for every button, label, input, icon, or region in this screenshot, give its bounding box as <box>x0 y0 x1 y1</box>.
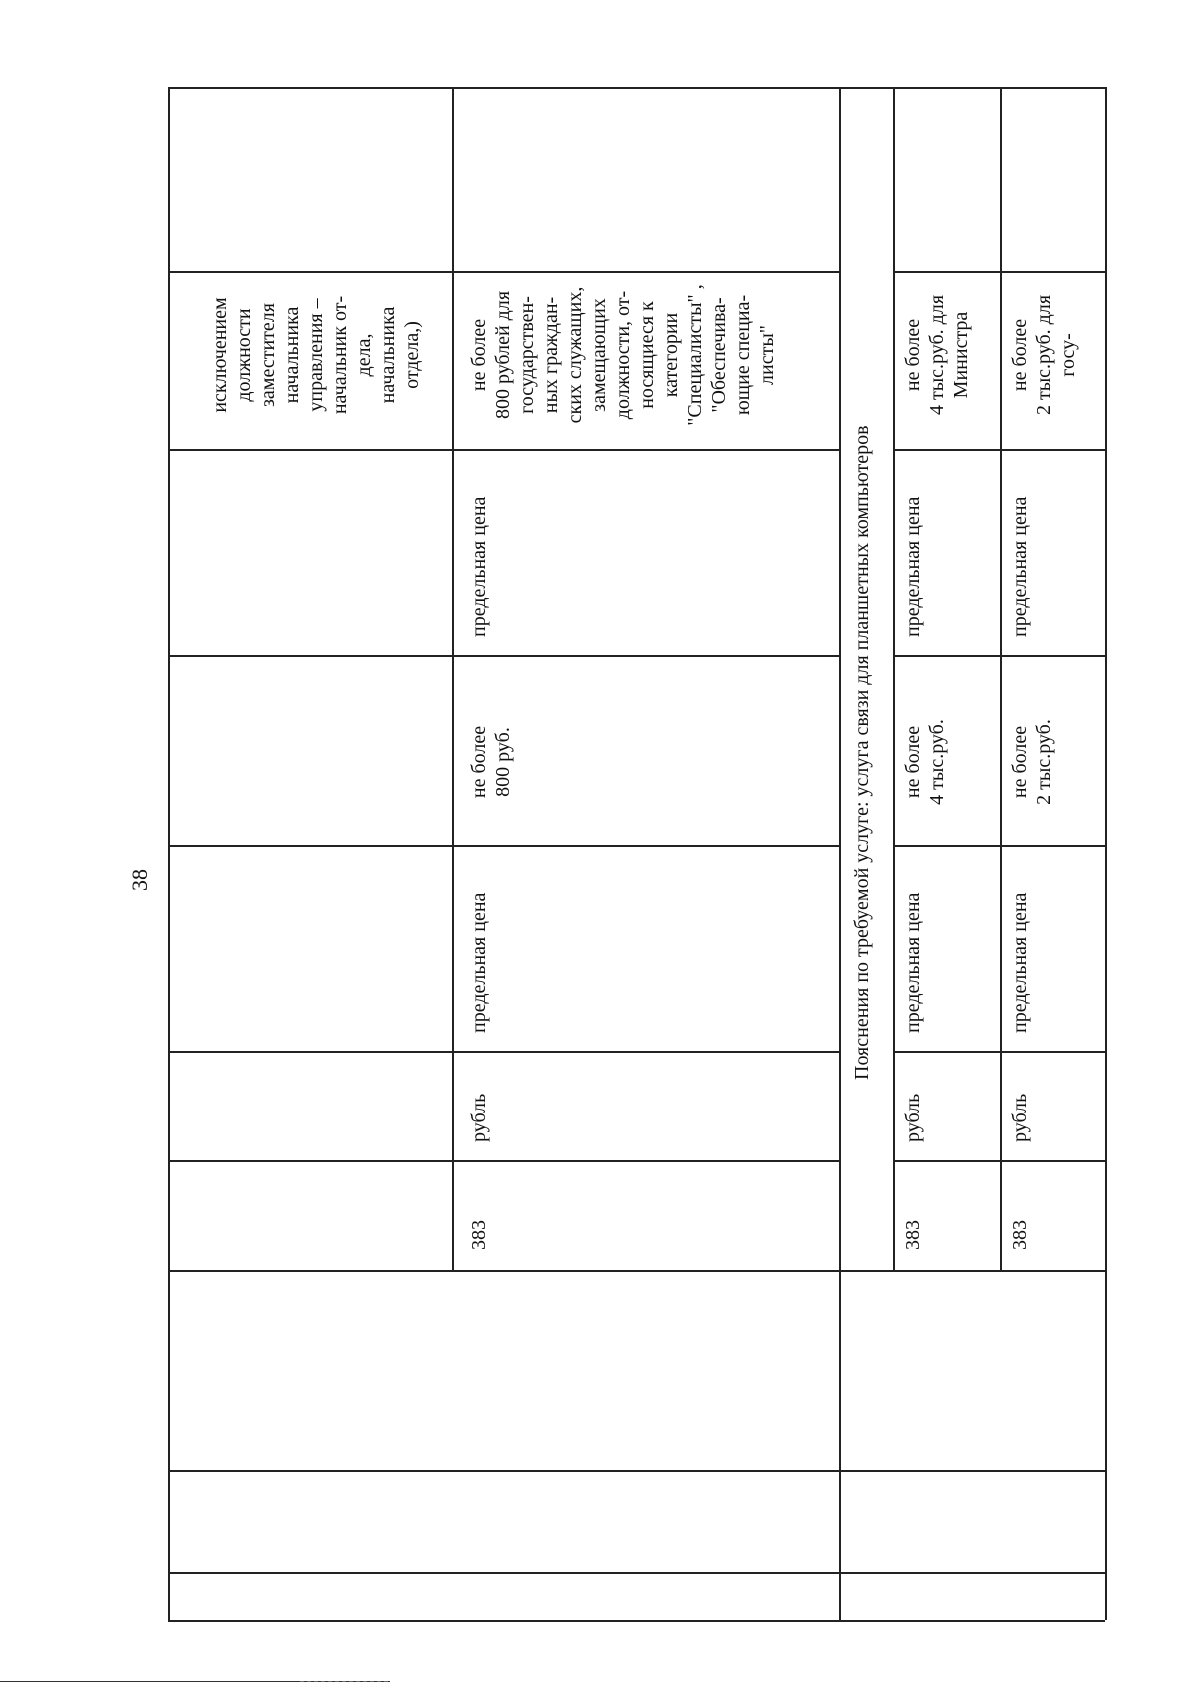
table-line <box>893 655 1105 657</box>
row-c-char-value-2: не более 2 тыс.руб. для госу- <box>1009 294 1079 416</box>
table-line <box>893 449 1105 451</box>
table-line <box>1000 87 1002 1270</box>
table-line <box>893 87 895 1270</box>
table-border-bottom <box>168 1620 1105 1622</box>
table-line <box>168 1160 839 1162</box>
row-c-char-name-2: предельная цена <box>1009 496 1031 637</box>
table-line <box>893 1051 1105 1053</box>
table-line <box>839 87 841 1620</box>
table-line <box>168 1051 839 1053</box>
table-line <box>893 845 1105 847</box>
table-border-right <box>1105 87 1107 1620</box>
row-a-code: 383 <box>468 1220 490 1250</box>
row-b-unit: рубль <box>902 1093 924 1142</box>
row-c-unit: рубль <box>1009 1093 1031 1142</box>
table-line <box>168 449 839 451</box>
table-line <box>168 1270 1105 1272</box>
row-a-char-name: предельная цена <box>468 892 490 1033</box>
row-a-char-value-2: не более 800 рублей для государствен- ных граждан- ских служащих, замещающих должности, от- носящиеся к категории "Специалисты" , "Обеспечива- ющие специа- листы" <box>468 284 778 426</box>
row-b-char-name-2: предельная цена <box>902 496 924 637</box>
table-line <box>168 1470 1105 1472</box>
row-a-char-name-2: предельная цена <box>468 496 490 637</box>
row-b-code: 383 <box>902 1220 924 1250</box>
table-line <box>168 271 839 273</box>
table-line <box>452 87 454 1270</box>
table-border-top <box>168 87 1105 89</box>
table-line <box>168 845 839 847</box>
table-line <box>168 1572 1105 1574</box>
row-c-char-value: не более 2 тыс.руб. <box>1009 719 1055 805</box>
table-line <box>893 271 1105 273</box>
row-b-char-name: предельная цена <box>902 892 924 1033</box>
row-c-code: 383 <box>1009 1220 1031 1250</box>
section-header: Пояснения по требуемой услуге: услуга связи для планшетных компьютеров <box>851 425 873 1080</box>
prev-row-description: исключением должности заместителя начальника управления – начальник от- дела, начальника отдела,) <box>209 295 423 415</box>
row-b-char-value: не более 4 тыс.руб. <box>902 719 948 805</box>
table-border-left <box>168 87 170 1620</box>
footer-rule-dash <box>300 1681 390 1682</box>
row-c-char-name: предельная цена <box>1009 892 1031 1033</box>
row-a-unit: рубль <box>468 1093 490 1142</box>
page-number: 38 <box>127 869 152 891</box>
table-line <box>168 655 839 657</box>
row-a-char-value: не более 800 руб. <box>468 725 514 799</box>
row-b-char-value-2: не более 4 тыс.руб. для Министра <box>902 294 972 416</box>
table-line <box>893 1160 1105 1162</box>
